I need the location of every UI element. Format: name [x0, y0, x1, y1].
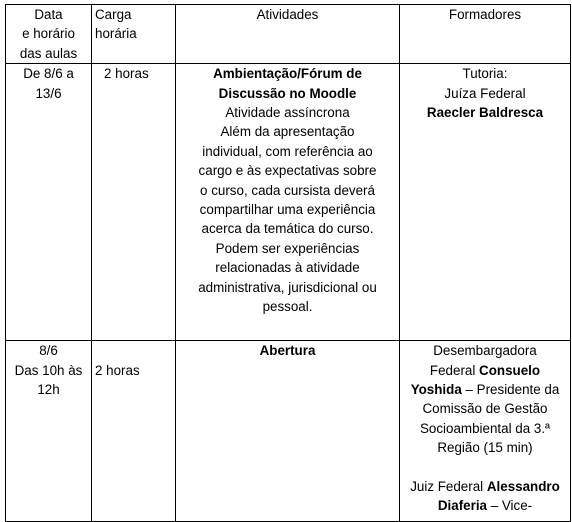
cell-load: 2 horas	[92, 64, 176, 341]
cell-trainers: Desembargadora Federal Consuelo Yoshida – Presidente da Comissão de Gestão Socioambiental da 3.ª Região (15 min) Juiz Federal Alessandro Diaferia – Vice-	[400, 341, 571, 522]
cell-activity	[176, 341, 400, 522]
trainer-name: Yoshida	[410, 382, 462, 398]
header-load: Carga horária	[92, 5, 176, 64]
cell-date: 8/6 Das 10h às 12h	[6, 341, 92, 522]
header-date: Data e horário das aulas	[6, 5, 92, 64]
cell-date: De 8/6 a 13/6	[6, 64, 92, 341]
cell-trainers: Tutoria: Juíza Federal Raecler Baldresca	[400, 64, 571, 341]
schedule-table	[5, 4, 571, 522]
trainer-name: Consuelo	[479, 362, 541, 378]
activity-title: Abertura	[259, 343, 316, 359]
trainer-name: Raecler Baldresca	[426, 105, 544, 121]
header-trainers: Formadores	[400, 5, 571, 64]
header-row	[6, 5, 571, 64]
table-row	[6, 64, 571, 341]
activity-title: Ambientação/Fórum de	[213, 66, 362, 82]
trainer-name: Diaferia	[437, 498, 487, 514]
trainer-name: Alessandro	[486, 479, 560, 495]
cell-activity: Ambientação/Fórum de Discussão no Moodle Atividade assíncrona Além da apresentação individual, com referência ao cargo e às expectativas sobre o curso, cada cursista deverá compartilhar uma experiência acerca da temática do curso. Podem ser experiências relacionadas à atividade administrativa, jurisdicional ou pessoal.	[176, 64, 400, 341]
table-row	[6, 341, 571, 522]
cell-load: 2 horas	[92, 341, 176, 522]
activity-title: Discussão no Moodle	[218, 85, 357, 101]
header-activities: Atividades	[176, 5, 400, 64]
